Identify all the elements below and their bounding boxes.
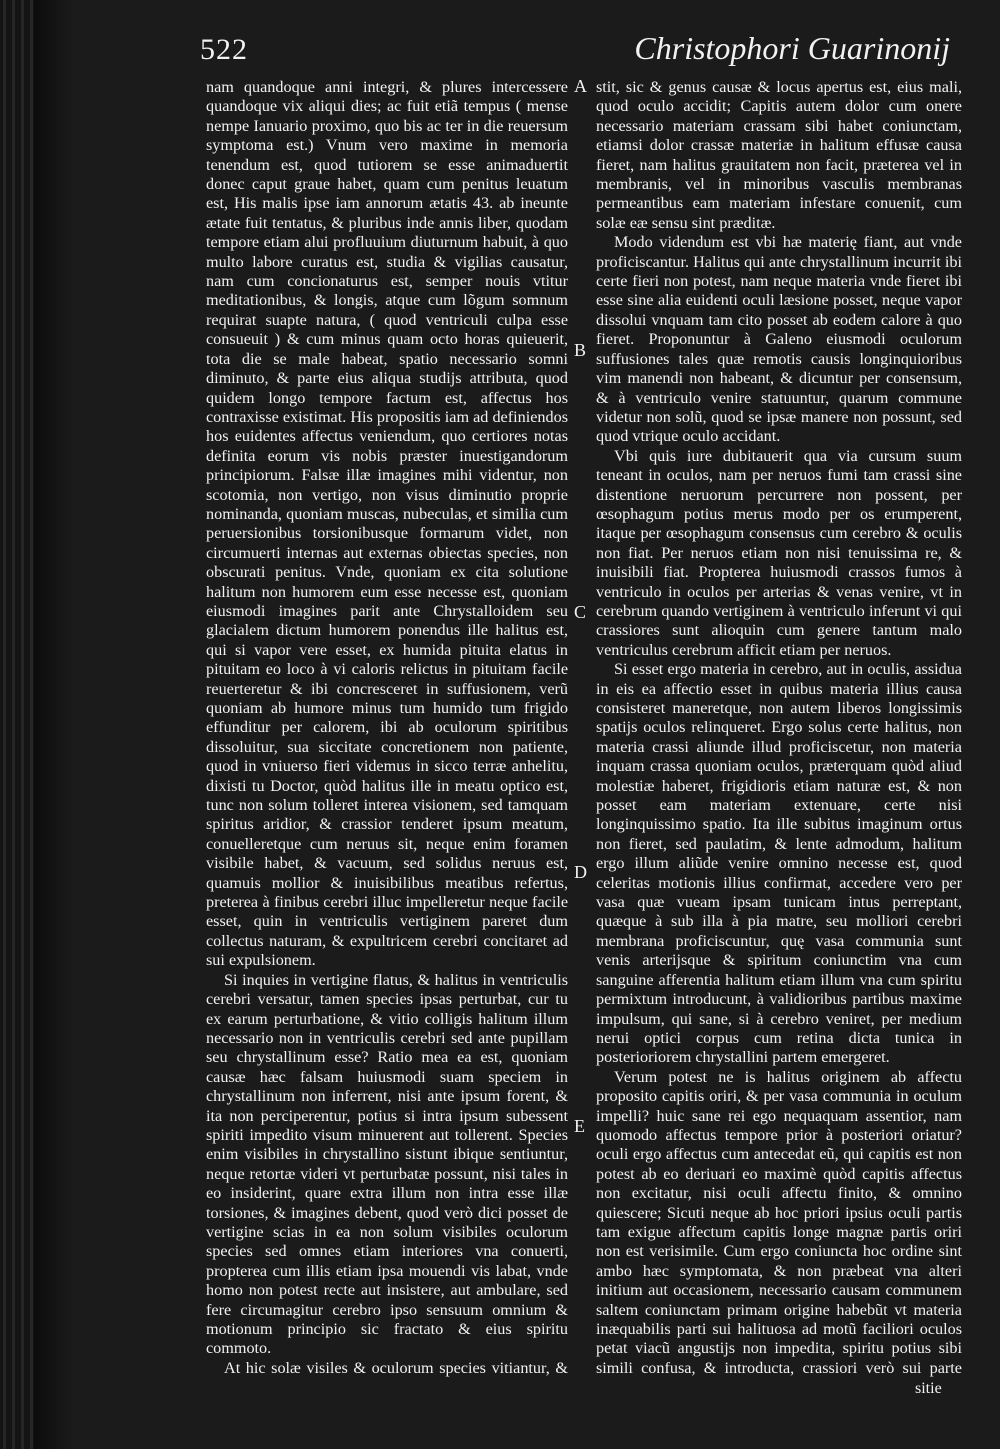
page-header <box>200 30 970 70</box>
page-fold-shadow <box>34 0 74 1449</box>
right-paragraph-5: Verum potest ne is halitus originem ab affectu proposito capitis oriri, & per vasa communia in oculum impelli? huic sane rei ego nequaquam assentior, nam quomodo affectus tempore prior à posteriori oriatur? oculi ergo affectus cum antecedat eũ, qui capitis est non potest ab eo deriuari eo maximè quòd capitis affectus non excitatur, nisi oculi affectu finito, & omnino quiescere; Sicuti neque ab hoc priori ipsius oculi partis tam exigue affectum capitis longe magnæ partis oriri non est verisimile. Cum ergo coniuncta hoc ordine sint ambo hæc symptomata, & non præbeat vna alteri initium aut occasionem, necessario causam communem saltem coniunctam primam origine habebũt vt materia inæquabilis parti sui halituosa ad motũ faciliori oculos petat viacũ angustijs non impedita, spiritu potius sibi simili confusa, & introducta, crassiori verò sui parte <box>596 1067 962 1377</box>
binding-gutter <box>0 0 34 1449</box>
margin-letter-d: D <box>574 862 587 882</box>
left-paragraph-2: Si inquies in vertigine flatus, & halitus in ventriculis cerebri versatur, tamen species ipsas perturbat, cur tu ex earum perturbatione, & vitio colligis halitum illum necessario non in ventriculis cerebri sed ante pupillam seu chrystallinum esse? Ratio mea ea est, quoniam causæ hæc falsam huiusmodi suam speciem in chrystallinum non inferrent, nisi ante ipsum forent, & ita non perciperentur, potius si intra ipsum subessent spiriti impedito visum minuerent aut tollerent. Species enim visibiles in chrystallino sistunt ibique sentiuntur, neque retortæ videri vt perturbatæ possunt, nisi tales in eo insiderint, quare extra illum non intra esse illæ torsiones, & imagines debent, quod verò dici posset de vertigine scias in ea non solum visibiles oculorum species sed omnes etiam interiores vna conuerti, propterea cum illis etiam ipsa mouendi vis labat, vnde homo non potest recte aut insistere, aut ambulare, sed fere circumagitur cerebro ipso sensuum omnium & motionum principio sic fractato & eius spiritu commoto. <box>206 970 568 1358</box>
margin-letter-c: C <box>574 602 587 622</box>
running-head: Christophori Guarinonij <box>634 30 950 66</box>
left-paragraph-1: nam quandoque anni integri, & plures intercessere quandoque vix aliqui dies; ac fuit etiã tempus ( mense nempe Ianuario proximo, quo bis ac ter in die reuersum symptoma est.) Vnum vero maxime in memoria tenendum est, quod tutiorem se esse animaduertit donec caput graue habet, quam cum penitus leuatum est, His malis ipse iam annorum ætatis 43. ab ineunte ætate fuit tentatus, & pluribus inde annis liber, quodam tempore etiam alui profluuium diuturnum habuit, à quo multo labore curatus est, studia & vigilias causatur, nam cum concionaturus est, semper nouis vtitur meditationibus, & longis, atque cum lõgum somnum requirat suapte natura, ( quod ventriculi culpa esse consueuit ) & cum minus quam octo horas quieuerit, tota die se male habeat, spatio necessario somni diminuto, & parte eius aliqua studijs attributa, quod quidem longo tempore factum est, affectus hos contraxisse existimat. His propositis iam ad definiendos hos euidentes affectus veniendum, quo certiores notas definita eorum vis nobis præster inuestigandorum principiorum. Falsæ illæ imagines mihi videntur, non scotomia, non vertigo, non visus diminutio proprie nominanda, quoniam muscas, nubeculas, et similia cum peruersionibus torsionibusque formarum videt, non circumuerti internas aut externas obiectas species, non obscurati penitus. Vnde, quoniam ex cita solutione halitum non humorem eum esse necesse est, quoniam eiusmodi imagines parit ante Chrystalloidem seu glacialem dictum humorem ponendus ille halitus est, qui si vapor vere esset, ex humida pituita elatus in pituitam eo loco à vi caloris relictus in pituitam facile reuerteretur & ibi concresceret in suffusionem, verũ quoniam ab humore minus tum humido tum frigido effunditur per calorem, ibi ab oculorum spiritibus dissoluitur, sua siccitate concretionem non patiente, quod in vniuerso fieri videmus in sicco terræ anhelitu, dixisti tu Doctor, quòd halitus ille in meatu optico est, tunc non solum tolleret interea visionem, sed tamquam spiritus aridior, & crassior tenderet ipsum meatum, conuelleretque cum neruus sit, neque enim foramen visibile habet, & vacuum, sed solidus neruus est, quamuis mollior & inuisibilibus meatibus refertus, preterea à finibus cerebri illuc impelleretur neque facile esset, quin in ventriculis vertiginem pareret dum collectus naturam, & expultricem cerebri concitaret ad sui expulsionem. <box>206 78 568 970</box>
margin-letter-b: B <box>574 340 587 360</box>
margin-letter-e: E <box>574 1116 585 1136</box>
right-paragraph-1: stit, sic & genus causæ & locus apertus est, eius mali, quod oculo accidit; Capitis autem dolor cum onere necessario materiam crassam sibi habet coniunctam, etiamsi dolor crassæ materiæ in halitum effusæ causa fieret, nam halitus grauitatem non facit, præterea vel in membranis, vel in minoribus vasculis membranas permeantibus eam materiam infestare conuenit, cum solæ eæ sensu sint præditæ. <box>596 78 962 232</box>
right-paragraph-2: Modo videndum est vbi hæ materię fiant, aut vnde proficiscantur. Halitus qui ante chrystallinum incurrit ibi certe fieri non potest, nam neque materia vnde fieret ibi esse sine alia euidenti oculi læsione posset, neque vapor dissolui vnquam tam cito posset ab eodem calore à quo fieret. Proponuntur à Galeno eiusmodi oculorum suffusiones tales quæ remotis causis longinquioribus vim manendi non habeant, & dicuntur per consensum, & à ventriculo venire statuuntur, quarum commune videtur non solũ, quod se ipsæ manere non possunt, sed quod vtrique oculo accidant. <box>596 233 962 446</box>
right-paragraph-4: Si esset ergo materia in cerebro, aut in oculis, assidua in eis ea affectio esset in quibus materia illius causa consisteret maneretque, non autem liberos longissimis spatijs oculos relinqueret. Ergo solus certe halitus, non materia crassi aliunde illud proficiscetur, non materia inquam crassa quoniam oculos, præterquam quòd aliud molestiæ haberet, frigidioris etiam naturæ est, & non posset eam materiam extenuare, certe nisi longinquissimo spatio. Ita ille subitus imaginum ortus non fieret, sed paulatim, & lente admodum, halitum ergo illum aliũde venire omnino necesse est, quod celeritas motionis illius confirmat, accedere vero per vasa quæ vueam ipsam tunicam intus perreptant, quæque à sub illa à pia matre, seu molliori cerebri membrana proficiscuntur, quę vasa communia sunt venis arterijsque & spiritum coniunctim vna cum sanguine afferentia halitum etiam illum vna cum spiritu permixtum introducunt, à validioribus partibus maxime impulsum, qui sane, si à cerebro veniret, per medium nerui optici corpus cum retina dicta tunica in posterioriorem chrystallini partem emergeret. <box>596 660 962 1067</box>
page-number: 522 <box>200 33 248 66</box>
left-column <box>206 78 568 1379</box>
catchword: sitie <box>915 1380 942 1397</box>
left-paragraph-3: At hic solæ visiles & oculorum species vitiantur, & <box>224 1358 568 1377</box>
margin-letter-a: A <box>574 76 587 96</box>
right-paragraph-3: Vbi quis iure dubitauerit qua via cursum suum teneant in oculos, nam per neruos fumi tam crassi sine distentione neruorum percurrere non possent, per œsophagum potius merus modo per os erumperent, itaque per œsophagum consensus cum cerebro & oculis non fiat. Per neruos etiam non nisi tenuissima re, & inuisibili fiat. Propterea huiusmodi crassos fumos à ventriculo in oculos per arterias & venas venire, vt in cerebrum quando vertiginem à ventriculo inferunt vi qui crassiores sunt alioquin cum genere tantum malo ventriculus cerebrum afficit etiam per neruos. <box>596 446 962 659</box>
right-column <box>596 78 962 1379</box>
